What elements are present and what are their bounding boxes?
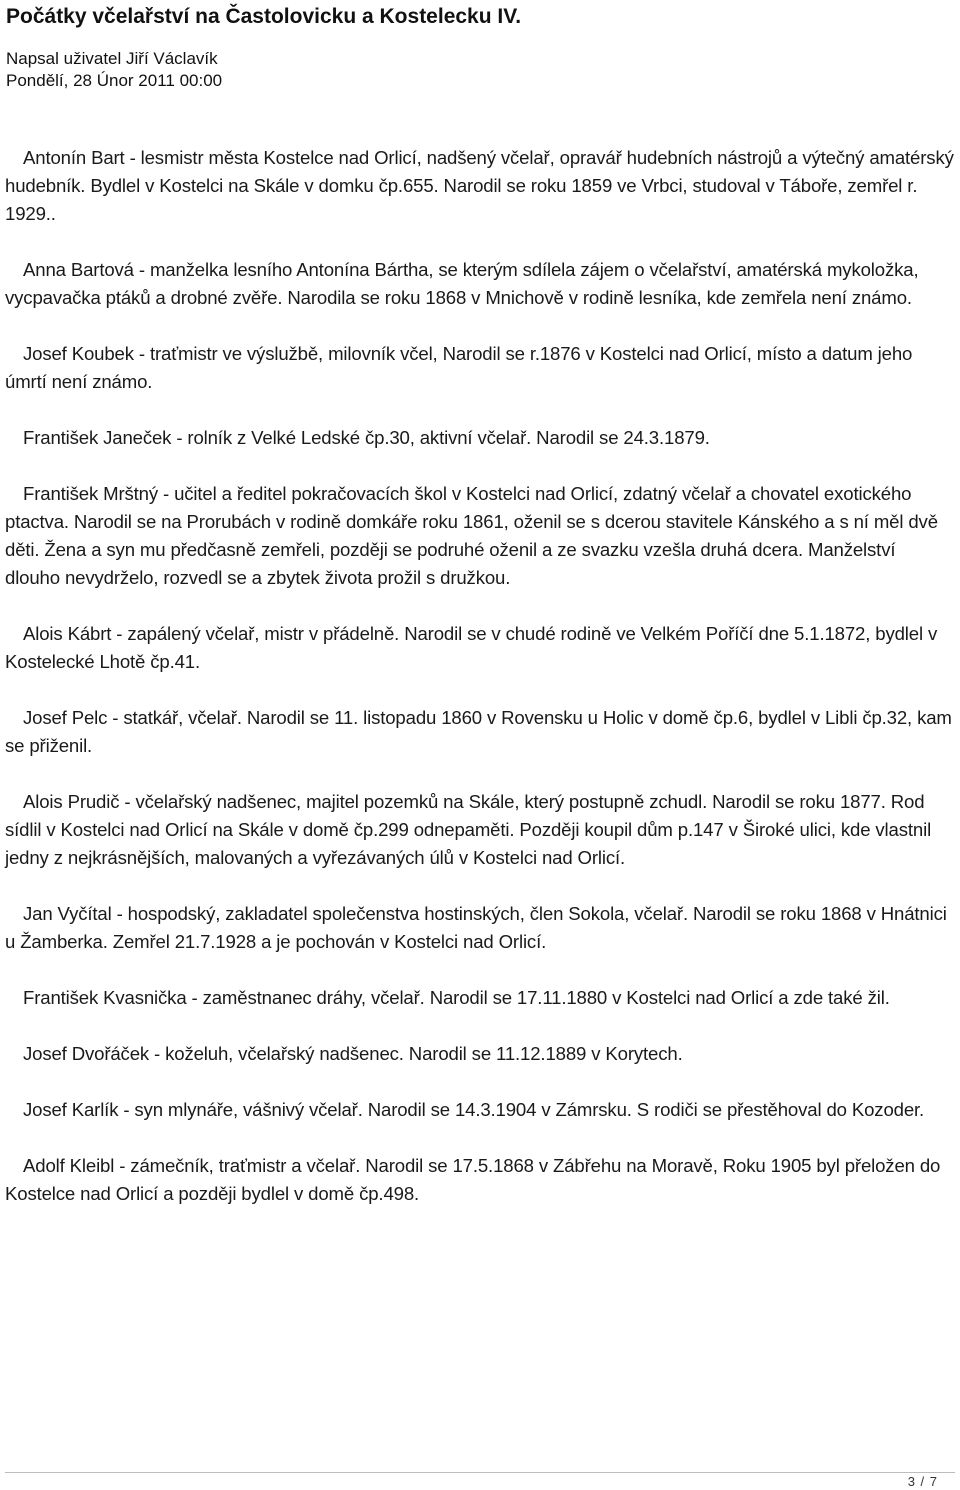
article-body	[5, 144, 955, 1236]
paragraph-vycital	[5, 900, 955, 956]
paragraph-mrstny	[5, 480, 955, 592]
paragraph-dvoracek	[5, 1040, 955, 1068]
paragraph-pelc	[5, 704, 955, 760]
paragraph-text: Josef Koubek - traťmistr ve výslužbě, milovník včel, Narodil se r.1876 v Kostelci nad Orlicí, místo a datum jeho úmrtí není známo.	[5, 343, 913, 392]
page-number: 3 / 7	[907, 1474, 938, 1489]
paragraph-text: Josef Karlík - syn mlynáře, vášnivý včelař. Narodil se 14.3.1904 v Zámrsku. S rodiči se přestěhoval do Kozoder.	[23, 1099, 925, 1120]
paragraph-text: Alois Prudič - včelařský nadšenec, majitel pozemků na Skále, který postupně zchudl. Narodil se roku 1877. Rod sídlil v Kostelci nad Orlicí na Skále v domě čp.299 odnepaměti. Později koupil dům p.147 v Široké ulici, kde vlastnil jedny z nejkrásnějších, malovaných a vyřezávaných úlů v Kostelci nad Orlicí.	[5, 791, 932, 868]
paragraph-janecek	[5, 424, 955, 452]
paragraph-koubek	[5, 340, 955, 396]
article-meta	[6, 48, 954, 92]
article-title: Počátky včelařství na Častolovicku a Kostelecku IV.	[6, 5, 522, 28]
paragraph-bartova	[5, 256, 955, 312]
paragraph-bart	[5, 144, 955, 228]
paragraph-kvasnicka	[5, 984, 955, 1012]
paragraph-text: František Kvasnička - zaměstnanec dráhy, včelař. Narodil se 17.11.1880 v Kostelci nad Orlicí a zde také žil.	[23, 987, 890, 1008]
paragraph-kabrt	[5, 620, 955, 676]
paragraph-karlik	[5, 1096, 955, 1124]
footer-divider	[5, 1472, 955, 1473]
paragraph-text: Jan Vyčítal - hospodský, zakladatel společenstva hostinských, člen Sokola, včelař. Narodil se roku 1868 v Hnátnici u Žamberka. Zemřel 21.7.1928 a je pochován v Kostelci nad Orlicí.	[5, 903, 947, 952]
paragraph-text: Josef Pelc - statkář, včelař. Narodil se 11. listopadu 1860 v Rovensku u Holic v domě čp.6, bydlel v Libli čp.32, kam se přiženil.	[5, 707, 952, 756]
paragraph-text: František Janeček - rolník z Velké Ledské čp.30, aktivní včelař. Narodil se 24.3.1879.	[23, 427, 710, 448]
paragraph-text: Adolf Kleibl - zámečník, traťmistr a včelař. Narodil se 17.5.1868 v Zábřehu na Moravě, Roku 1905 byl přeložen do Kostelce nad Orlicí a později bydlel v domě čp.498.	[5, 1155, 941, 1204]
paragraph-text: Josef Dvořáček - koželuh, včelařský nadšenec. Narodil se 11.12.1889 v Korytech.	[23, 1043, 683, 1064]
paragraph-text: Alois Kábrt - zapálený včelař, mistr v přádelně. Narodil se v chudé rodině ve Velkém Poříčí dne 5.1.1872, bydlel v Kostelecké Lhotě čp.41.	[5, 623, 938, 672]
paragraph-text: František Mrštný - učitel a ředitel pokračovacích škol v Kostelci nad Orlicí, zdatný včelař a chovatel exotického ptactva. Narodil se na Prorubách v rodině domkáře roku 1861, oženil se s dcerou stavitele Kánského a s ní měl dvě děti. Žena a syn mu předčasně zemřeli, později se podruhé oženil a ze svazku vzešla druhá dcera. Manželství dlouho nevydrželo, rozvedl se a zbytek života prožil s družkou.	[5, 483, 938, 588]
article-header	[6, 0, 954, 92]
paragraph-prudic	[5, 788, 955, 872]
article-author: Napsal uživatel Jiří Václavík	[6, 49, 218, 68]
paragraph-text: Anna Bartová - manželka lesního Antonína Bártha, se kterým sdílela zájem o včelařství, amatérská mykoložka, vycpavačka ptáků a drobné zvěře. Narodila se roku 1868 v Mnichově v rodině lesníka, kde zemřela není známo.	[5, 259, 919, 308]
article-date: Pondělí, 28 Únor 2011 00:00	[6, 71, 223, 90]
paragraph-kleibl	[5, 1152, 955, 1208]
paragraph-text: Antonín Bart - lesmistr města Kostelce nad Orlicí, nadšený včelař, opravář hudebních nástrojů a výtečný amatérský hudebník. Bydlel v Kostelci na Skále v domku čp.655. Narodil se roku 1859 ve Vrbci, studoval v Táboře, zemřel r. 1929..	[5, 147, 954, 224]
